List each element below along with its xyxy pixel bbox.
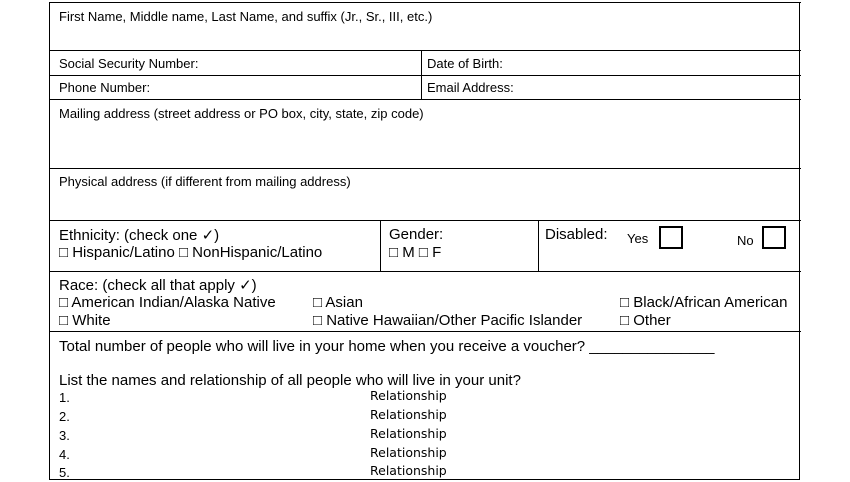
- ethnicity-options[interactable]: □ Hispanic/Latino □ NonHispanic/Latino: [59, 244, 323, 261]
- race-option-asian[interactable]: □ Asian: [313, 294, 363, 311]
- row-divider: [50, 331, 801, 332]
- relationship-label: Relationship: [370, 388, 447, 403]
- member-number: 2.: [59, 409, 70, 424]
- race-option-native-hawaiian[interactable]: □ Native Hawaiian/Other Pacific Islander: [313, 312, 583, 329]
- form-frame: [49, 2, 800, 480]
- household-total-question[interactable]: Total number of people who will live in your home when you receive a voucher? _______________: [59, 338, 715, 355]
- ethnicity-label: Ethnicity: (check one ✓): [59, 227, 220, 244]
- mailing-address-label: Mailing address (street address or PO box, city, state, zip code): [59, 106, 424, 121]
- race-option-white[interactable]: □ White: [59, 312, 111, 329]
- race-label: Race: (check all that apply ✓): [59, 277, 257, 294]
- race-option-black[interactable]: □ Black/African American: [620, 294, 788, 311]
- name-field-label: First Name, Middle name, Last Name, and suffix (Jr., Sr., III, etc.): [59, 9, 433, 24]
- member-number: 4.: [59, 447, 70, 462]
- race-option-other[interactable]: □ Other: [620, 312, 671, 329]
- race-option-american-indian[interactable]: □ American Indian/Alaska Native: [59, 294, 276, 311]
- row-divider: [50, 75, 801, 76]
- physical-address-label: Physical address (if different from mailing address): [59, 174, 351, 189]
- member-number: 1.: [59, 390, 70, 405]
- row-divider: [50, 168, 801, 169]
- household-list-instruction: List the names and relationship of all people who will live in your unit?: [59, 372, 521, 389]
- row-divider: [50, 99, 801, 100]
- disabled-no-checkbox[interactable]: [762, 226, 786, 249]
- member-number: 5.: [59, 465, 70, 480]
- row-divider: [50, 50, 801, 51]
- email-field-label: Email Address:: [427, 80, 514, 95]
- disabled-yes-label: Yes: [627, 231, 649, 246]
- relationship-label: Relationship: [370, 426, 447, 441]
- row-divider: [50, 271, 801, 272]
- phone-field-label: Phone Number:: [59, 80, 151, 95]
- disabled-label: Disabled:: [545, 226, 608, 243]
- member-number: 3.: [59, 428, 70, 443]
- column-divider: [421, 50, 422, 99]
- disabled-yes-checkbox[interactable]: [659, 226, 683, 249]
- relationship-label: Relationship: [370, 407, 447, 422]
- disabled-no-label: No: [737, 233, 754, 248]
- relationship-label: Relationship: [370, 445, 447, 460]
- gender-label: Gender:: [389, 226, 444, 243]
- ssn-field-label: Social Security Number:: [59, 56, 199, 71]
- gender-options[interactable]: □ M □ F: [389, 244, 442, 261]
- relationship-label: Relationship: [370, 463, 447, 478]
- dob-field-label: Date of Birth:: [427, 56, 503, 71]
- column-divider: [538, 220, 539, 271]
- row-divider: [50, 2, 801, 3]
- row-divider: [50, 220, 801, 221]
- column-divider: [380, 220, 381, 271]
